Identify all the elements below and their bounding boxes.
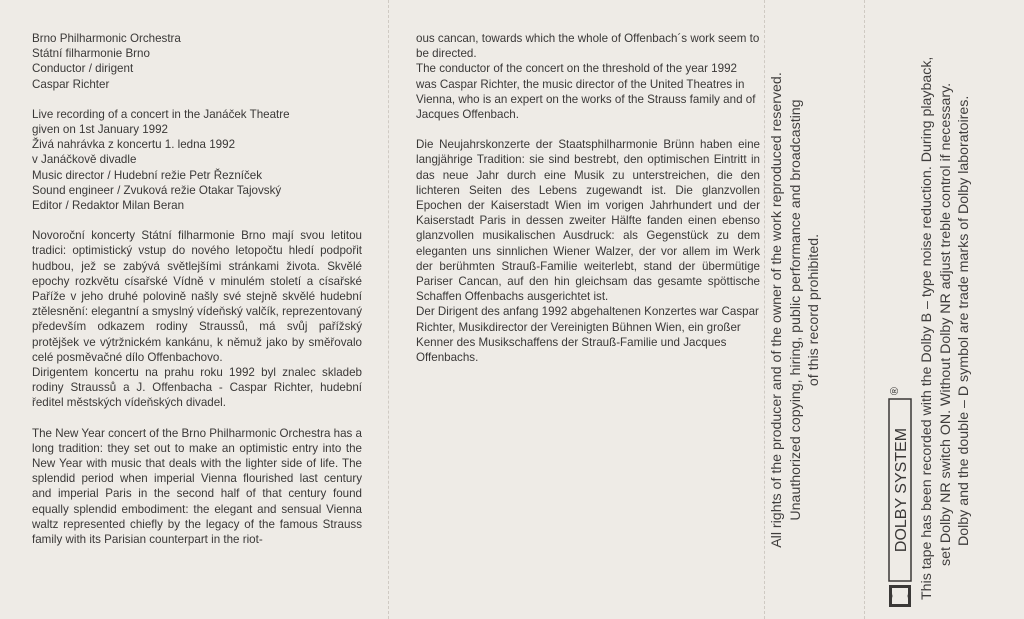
fold-line-2 [764, 0, 766, 619]
dolby-line: Dolby and the double – D symbol are trade marks of Dolby laboratoires. [956, 95, 972, 546]
english-paragraph: The New Year concert of the Brno Philharmonic Orchestra has a long tradition: they set out to make an optimistic entry into the New Year with music that deals with the lighter side of life. The splendid period when imperial Vienna flourished last century and imperial Paris in the second half of that century found equally splendid embodiment: the elegant and sensual Vienna waltz represented chiefly by the legacy of the famous Strauss family with its Parisian counterpart in the riot- [32, 426, 362, 547]
credit-line: Caspar Richter [32, 77, 110, 91]
rights-line: of this record prohibited. [806, 233, 822, 387]
english-continuation-2: The conductor of the concert on the threshold of the year 1992 was Caspar Richter, the music director of the United Theatres in Vienna, who is an expert on the works of the Strauss family and of Jacques Offenbach. [416, 62, 756, 122]
recording-line: Music director / Hudební režie Petr Řezníček [32, 168, 263, 182]
german-paragraph-2: Der Dirigent des anfang 1992 abgehaltenen Konzertes war Caspar Richter, Musikdirector der Vereinigten Bühnen Wien, ein großer Kenner des Musikschaffens der Strauß-Familie und Jacques Offenbachs. [416, 305, 759, 365]
czech-paragraph-2: Dirigentem koncertu na prahu roku 1992 byl znalec skladeb rodiny Straussů a J. Offenbacha - Caspar Richter, hudební ředitel městských vídeňských divadel. [32, 366, 362, 410]
recording-line: given on 1st January 1992 [32, 123, 169, 137]
german-paragraph: Die Neujahrskonzerte der Staatsphilharmonie Brünn haben eine langjährige Tradition: sie sind bestrebt, den optimischen Eintritt in das neue Jahr durch eine Musik zu unterstreichen, die den lichteren Seiten des Lebens zugewandt ist. Die glanzvollen Epochen der Kaiserstadt Wien im vorigen Jahrhundert und der Kaiserstadt Paris in dessen zweiter Hälfte fanden einen ebenso glanzvollen musikalischen Ausdruck: als Gegenstück zu dem eleganten uns sinnlichen Wiener Walzer, der vor allem im Werk der berühmten Strauß-Familie weiterlebt, stand der übermütige Pariser Cancan, auf den hin gleichsam das gesamte spöttische Schaffen Offenbachs ausgerichtet ist. [416, 138, 760, 304]
credits-block [32, 31, 362, 92]
credit-line: Státní filharmonie Brno [32, 47, 150, 61]
registered-mark: ® [889, 386, 901, 396]
dolby-line: set Dolby NR switch ON. Without Dolby NR adjust treble control if necessary. [937, 82, 954, 566]
dolby-notice [918, 20, 1014, 600]
recording-line: Sound engineer / Zvuková režie Otakar Tajovský [32, 183, 282, 197]
english-continuation: ous cancan, towards which the whole of Offenbach´s work seem to be directed. [416, 32, 760, 61]
rights-notice [768, 60, 860, 560]
rights-line: All rights of the producer and of the owner of the work reproduced reserved. [769, 72, 785, 548]
column-2 [416, 31, 760, 365]
credit-line: Conductor / dirigent [32, 62, 134, 76]
fold-line-1 [388, 0, 390, 619]
dolby-line: This tape has been recorded with the Dolby B – type noise reduction. During playback, [919, 56, 935, 600]
column-1 [32, 31, 362, 547]
dolby-logo-text: DOLBY SYSTEM [893, 427, 910, 553]
recording-line: v Janáčkově divadle [32, 153, 137, 167]
rights-line: Unauthorized copying, hiring, public performance and broadcasting [787, 99, 804, 521]
recording-info [32, 107, 362, 213]
fold-line-3 [864, 0, 866, 619]
czech-paragraph: Novoroční koncerty Státní filharmonie Brno mají svou letitou tradici: optimistický vstup do nového letopočtu hledí podpořit hudbou, jež se zabývá světlejšími stránkami života. Skvělé epochy rozkvětu císařské Vídně v minulém století a císařské Paříže v jeho druhé polovině našly své stejně skvělé hudební ztělesnění: elegantní a smyslný vídeňský valčík, reprezentovaný především odkazem rodiny Straussů, má svůj pařížský protějšek ve výtržnickém kankánu, k němuž jako by směřovalo celé posměvačné dílo Offenbachovo. [32, 229, 362, 364]
credit-line: Brno Philharmonic Orchestra [32, 32, 181, 45]
recording-line: Editor / Redaktor Milan Beran [32, 199, 185, 213]
recording-line: Živá nahrávka z koncertu 1. ledna 1992 [32, 138, 236, 152]
recording-line: Live recording of a concert in the Janáček Theatre [32, 107, 290, 121]
dolby-logo [880, 386, 920, 608]
